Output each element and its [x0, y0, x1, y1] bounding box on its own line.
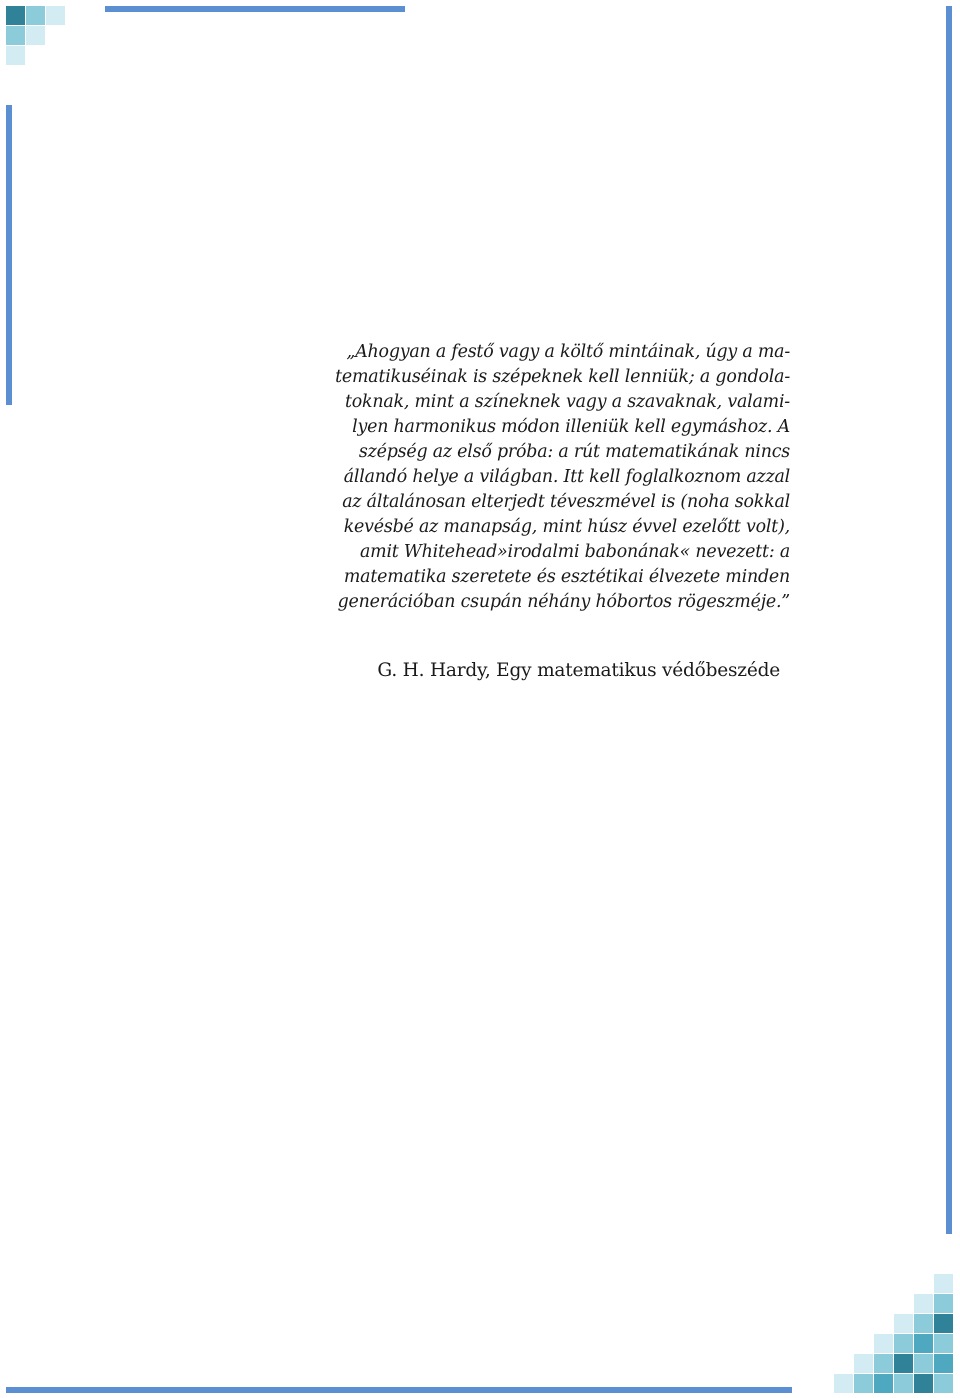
quote-line: toknak, mint a színeknek vagy a szavaknak, valami- [344, 392, 790, 412]
quote-line: amit Whitehead»irodalmi babonának« nevezett: a [359, 542, 790, 562]
mosaic-square [934, 1354, 953, 1373]
quote-line: lyen harmonikus módon illeniük kell egymáshoz. A [352, 417, 790, 437]
quote-line: generációban csupán néhány hóbortos rögeszméje.” [337, 592, 790, 612]
mosaic-square [934, 1274, 953, 1293]
mosaic-square [46, 6, 65, 25]
quote-line: „Ahogyan a festő vagy a költő mintáinak, úgy a ma- [346, 342, 790, 362]
mosaic-square [934, 1314, 953, 1333]
mosaic-square [6, 26, 25, 45]
quote-line: tematikuséinak is szépeknek kell lenniük; a gondola- [335, 367, 790, 387]
mosaic-square [914, 1294, 933, 1313]
mosaic-square [934, 1294, 953, 1313]
quote-line: matematika szeretete és esztétikai élvezete minden [343, 567, 790, 587]
mosaic-square [914, 1334, 933, 1353]
right-frame-bar [946, 6, 952, 1234]
quote-line: kevésbé az manapság, mint húsz évvel ezelőtt volt), [343, 517, 790, 537]
mosaic-square [874, 1354, 893, 1373]
mosaic-square [894, 1314, 913, 1333]
mosaic-square [834, 1374, 853, 1393]
top-frame-bar [105, 6, 405, 12]
mosaic-square [854, 1354, 873, 1373]
mosaic-square [914, 1354, 933, 1373]
mosaic-square [934, 1374, 953, 1393]
quote-line: szépség az első próba: a rút matematikának nincs [358, 442, 790, 462]
mosaic-square [874, 1334, 893, 1353]
mosaic-square [914, 1374, 933, 1393]
quote-line: az általánosan elterjedt téveszmével is (noha sokkal [342, 492, 790, 512]
mosaic-square [26, 6, 45, 25]
mosaic-square [894, 1354, 913, 1373]
mosaic-square [914, 1314, 933, 1333]
quote-line: állandó helye a világban. Itt kell foglalkoznom azzal [343, 467, 790, 487]
mosaic-square [6, 46, 25, 65]
epigraph-quote [300, 340, 790, 615]
mosaic-square [894, 1334, 913, 1353]
mosaic-square [854, 1374, 873, 1393]
quote-attribution: G. H. Hardy, Egy matematikus védőbeszéde [377, 660, 780, 681]
mosaic-square [6, 6, 25, 25]
bottom-frame-bar [6, 1387, 792, 1393]
mosaic-square [894, 1374, 913, 1393]
mosaic-square [26, 26, 45, 45]
left-frame-bar [6, 105, 12, 405]
mosaic-square [934, 1334, 953, 1353]
mosaic-square [874, 1374, 893, 1393]
